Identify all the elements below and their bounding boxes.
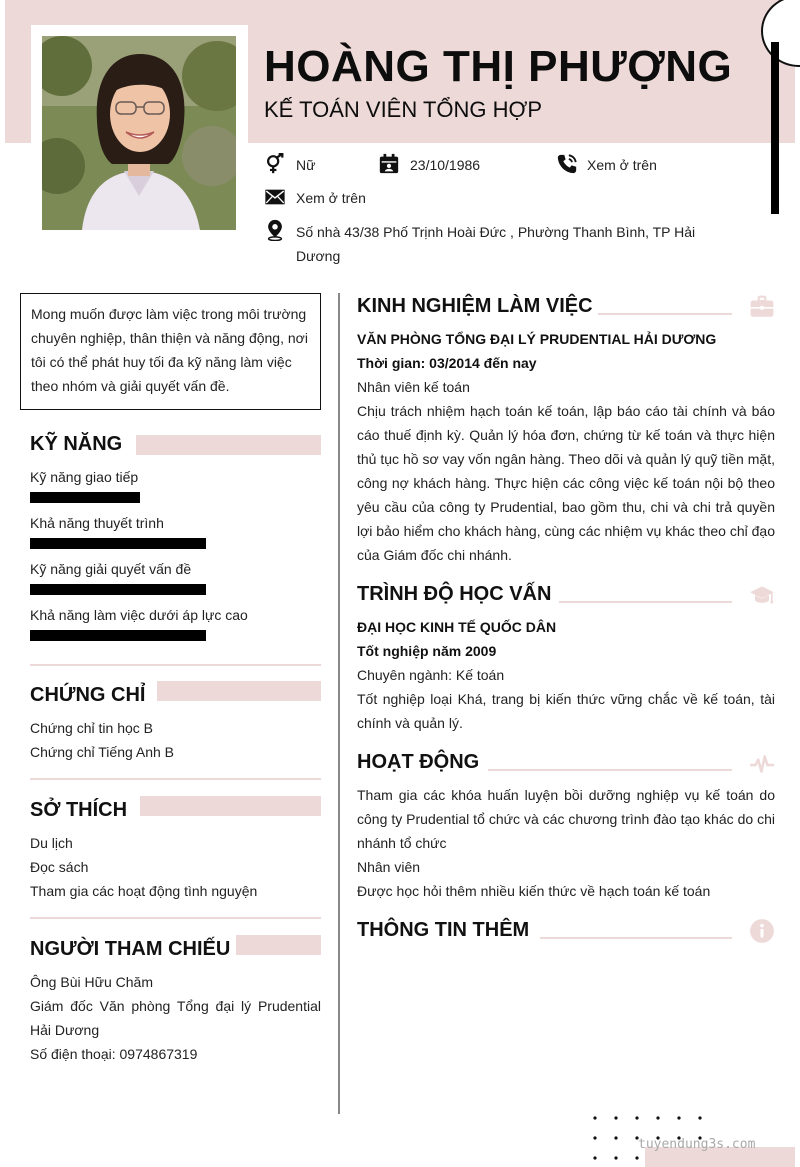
- header-vertical-bar: [771, 42, 779, 214]
- gender-icon: [264, 153, 286, 175]
- hobby-item: Tham gia các hoạt động tình nguyện: [30, 883, 258, 899]
- address-value: Số nhà 43/38 Phố Trịnh Hoài Đức , Phường Thanh Bình, TP Hải Dương: [296, 224, 696, 264]
- experience-title-line: [598, 313, 732, 315]
- skill-level-bar: [30, 584, 206, 595]
- career-objective: Mong muốn được làm việc trong môi trường chuyên nghiệp, thân thiện và năng động, nơi tôi có thể phát huy tối đa kỹ năng làm việc theo nhóm và giải quyết vấn đề.: [20, 293, 321, 410]
- certificates-title-bar: [157, 681, 321, 701]
- phone-icon: [556, 153, 578, 175]
- graduation-cap-icon: [749, 582, 775, 608]
- hobbies-title: SỞ THÍCH: [30, 799, 128, 821]
- hobby-item: Đọc sách: [30, 859, 89, 875]
- profile-photo-illustration: [42, 36, 236, 230]
- experience-period: Thời gian: 03/2014 đến nay: [357, 355, 537, 371]
- briefcase-icon: [749, 294, 775, 320]
- email-value[interactable]: Xem ở trên: [296, 190, 366, 206]
- additional-info-title: THÔNG TIN THÊM: [357, 919, 530, 941]
- education-title-line: [559, 601, 732, 603]
- experience-title: KINH NGHIỆM LÀM VIỆC: [357, 295, 593, 317]
- skill-label: Khả năng thuyết trình: [30, 515, 164, 531]
- gender-value: Nữ: [296, 157, 316, 173]
- activities-role: Nhân viên: [357, 859, 421, 875]
- education-school: ĐẠI HỌC KINH TẾ QUỐC DÂN: [357, 619, 557, 635]
- certificate-item: Chứng chỉ tin học B: [30, 720, 153, 736]
- experience-description: Chịu trách nhiệm hạch toán kế toán, lập báo cáo tài chính và báo cáo thuế định kỳ. Quản lý hóa đơn, chứng từ kế toán và thực hiện thủ tục hồ sơ vay vốn ngân hàng. Theo dõi và quản lý quỹ tiền mặt, công nợ khách hàng. Thực hiện các công việc kế toán nội bộ theo yêu cầu của công ty Prudential, bao gồm thu, chi và chi trả quyền lợi bảo hiểm cho khách hàng, cùng các nhiệm vụ khác theo chỉ đạo của Giám đốc chi nhánh.: [357, 403, 775, 563]
- activities-title-line: [488, 769, 732, 771]
- candidate-name: HOÀNG THỊ PHƯỢNG: [264, 42, 733, 91]
- skill-level-bar: [30, 538, 206, 549]
- education-graduation: Tốt nghiệp năm 2009: [357, 643, 497, 659]
- skills-title: KỸ NĂNG: [30, 433, 123, 455]
- additional-info-title-line: [540, 937, 732, 939]
- experience-company: VĂN PHÒNG TỔNG ĐẠI LÝ PRUDENTIAL HẢI DƯƠNG: [357, 331, 717, 347]
- reference-phone: Số điện thoại: 0974867319: [30, 1046, 198, 1062]
- reference-name: Ông Bùi Hữu Chăm: [30, 974, 153, 990]
- education-title: TRÌNH ĐỘ HỌC VẤN: [357, 583, 552, 605]
- skill-label: Kỹ năng giao tiếp: [30, 469, 139, 485]
- references-title-bar: [236, 935, 321, 955]
- certificate-item: Chứng chỉ Tiếng Anh B: [30, 744, 175, 760]
- activities-result: Được học hỏi thêm nhiều kiến thức về hạch toán kế toán: [357, 883, 711, 899]
- references-title: NGƯỜI THAM CHIẾU: [30, 938, 231, 960]
- calendar-icon: [378, 153, 400, 175]
- heartbeat-icon: [749, 751, 775, 777]
- phone-value[interactable]: Xem ở trên: [587, 157, 657, 173]
- experience-role: Nhân viên kế toán: [357, 379, 470, 395]
- education-major: Chuyên ngành: Kế toán: [357, 667, 505, 683]
- hobby-item: Du lịch: [30, 835, 73, 851]
- skill-label: Kỹ năng giải quyết vấn đề: [30, 561, 192, 577]
- watermark: tuyendung3s.com: [638, 1137, 756, 1152]
- email-icon: [264, 186, 286, 208]
- profile-photo: [42, 36, 236, 230]
- hobbies-title-bar: [140, 796, 321, 816]
- education-description: Tốt nghiệp loại Khá, trang bị kiến thức vững chắc về kế toán, tài chính và quản lý.: [357, 691, 775, 731]
- job-title: KẾ TOÁN VIÊN TỔNG HỢP: [264, 97, 543, 122]
- info-icon: [749, 918, 775, 944]
- section-separator: [30, 664, 321, 666]
- activities-description: Tham gia các khóa huấn luyện bồi dưỡng nghiệp vụ kế toán do công ty Prudential tổ chức và các chương trình đào tạo khác do chi nhánh tổ chức: [357, 787, 775, 851]
- skill-label: Khả năng làm việc dưới áp lực cao: [30, 607, 248, 623]
- column-divider: [338, 293, 340, 1114]
- skill-level-bar: [30, 630, 206, 641]
- section-separator: [30, 778, 321, 780]
- section-separator: [30, 917, 321, 919]
- birthdate-value: 23/10/1986: [410, 157, 481, 173]
- location-pin-icon: [264, 219, 286, 241]
- skill-level-bar: [30, 492, 140, 503]
- certificates-title: CHỨNG CHỈ: [30, 684, 146, 706]
- skills-title-bar: [136, 435, 321, 455]
- activities-title: HOẠT ĐỘNG: [357, 751, 480, 773]
- reference-position: Giám đốc Văn phòng Tổng đại lý Prudential Hải Dương: [30, 998, 321, 1038]
